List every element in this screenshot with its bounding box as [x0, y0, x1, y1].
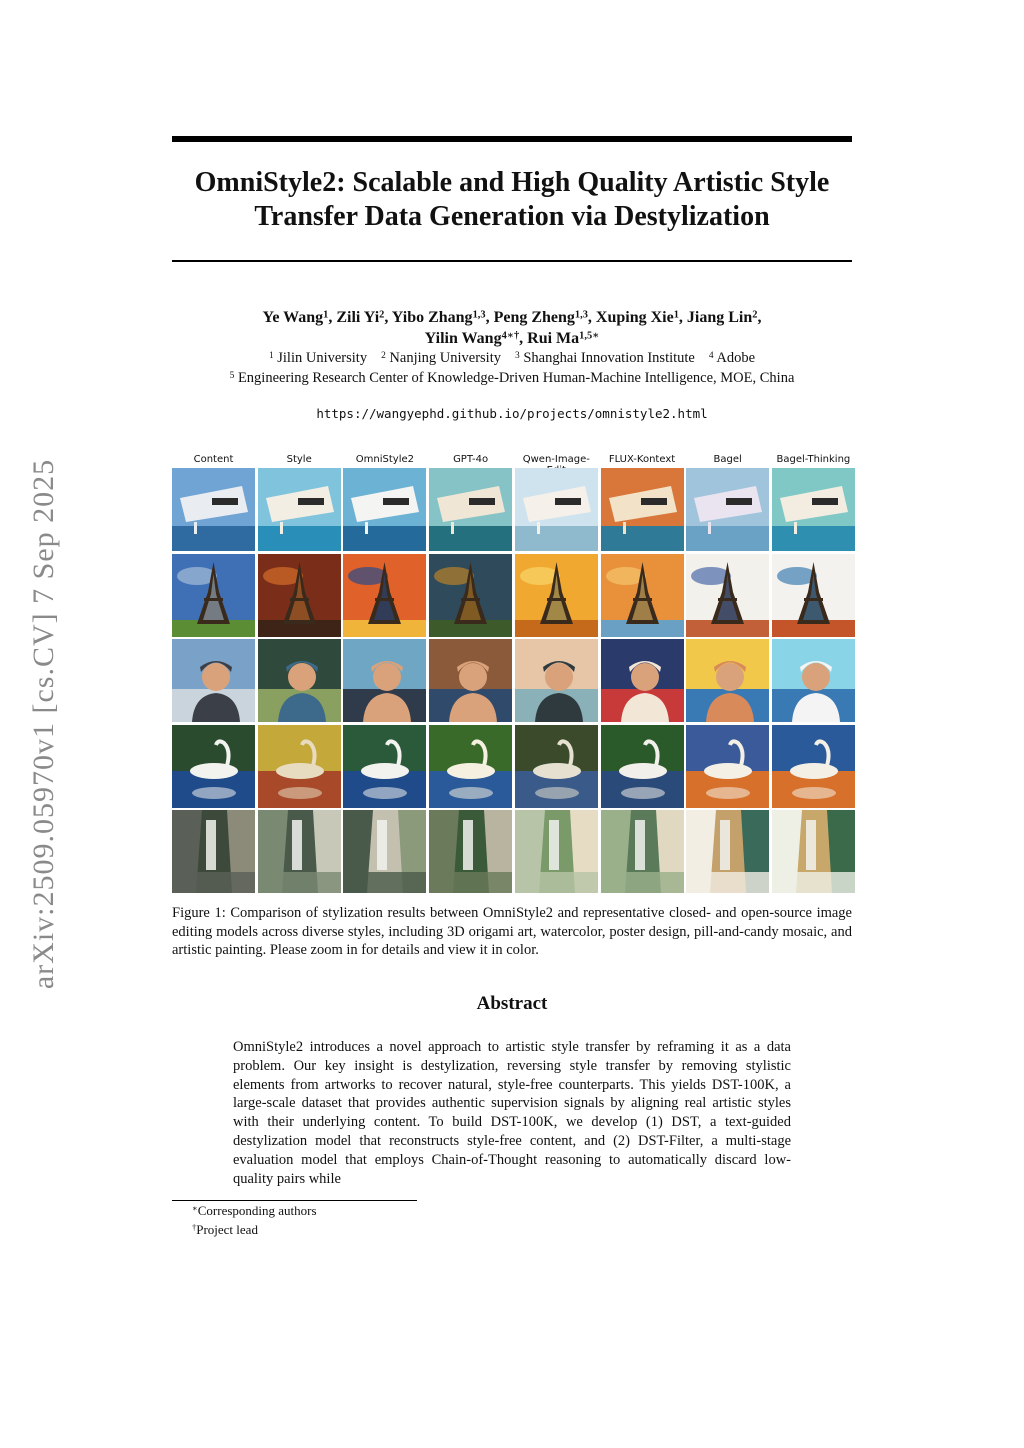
figure-image-eiffel-6 — [686, 554, 769, 637]
figure-column-headers — [172, 454, 852, 468]
figure-image-eiffel-5 — [601, 554, 684, 637]
author-name: Zili Yi — [336, 309, 380, 326]
figure-image-waterfall-0 — [172, 810, 255, 893]
author-affiliation-mark: 2 — [752, 309, 758, 321]
figure-image-swan-6 — [686, 725, 769, 808]
figure-image-swan-4 — [515, 725, 598, 808]
figure-image-waterfall-4 — [515, 810, 598, 893]
figure-image-eiffel-7 — [772, 554, 855, 637]
author-list: Ye Wang$^1$, Zili Yi$^2$, Yibo Zhang$^{1,3}$, Peng Zheng$^{1,3}$, Xuping Xie$^1$, Jiang Lin$^2$, Yilin Wang$^{4∗\dagger}$, Rui $Ma^{1,5∗}$ — [262, 309, 762, 347]
figure-image-eiffel-3 — [429, 554, 512, 637]
figure-image-man-1 — [258, 639, 341, 722]
figure-image-man-6 — [686, 639, 769, 722]
figure-image-waterfall-7 — [772, 810, 855, 893]
figure-image-waterfall-2 — [343, 810, 426, 893]
affiliation-number: 3 — [514, 350, 520, 361]
figure-image-house-3 — [429, 468, 512, 551]
affiliation-name: Engineering Research Center of Knowledge-Driven Human-Machine Intelligence, MOE, China — [234, 370, 795, 386]
column-header: FLUX-Kontext — [608, 454, 676, 465]
figure-image-eiffel-2 — [343, 554, 426, 637]
author-affiliation-mark: 1 — [323, 309, 329, 321]
author-name: Xuping Xie — [595, 309, 674, 326]
figure-image-swan-0 — [172, 725, 255, 808]
figure-caption: Figure 1: Comparison of stylization results between OmniStyle2 and representative closed- and open-source image editing models across diverse styles, including 3D origami art, watercolor, poster design, pill-and-candy mosaic, and artistic painting. Please zoom in for details and view it in color. — [172, 905, 852, 958]
affiliation-name: Adobe — [713, 350, 756, 366]
affiliation-number: 2 — [381, 350, 386, 361]
author-affiliation-mark: 1 — [673, 309, 679, 321]
column-header: GPT-4o — [453, 454, 489, 465]
arxiv-identifier: arXiv:2509.05970v1 [cs.CV] 7 Sep 2025 — [27, 458, 60, 990]
figure-image-house-6 — [686, 468, 769, 551]
figure-image-swan-7 — [772, 725, 855, 808]
title-bottom-rule — [172, 260, 852, 262]
column-header: Content — [193, 454, 234, 465]
title-top-rule — [172, 136, 852, 142]
figure-image-waterfall-6 — [686, 810, 769, 893]
figure-image-house-7 — [772, 468, 855, 551]
footnote-project-lead: †Project lead — [192, 1222, 258, 1237]
figure-image-man-0 — [172, 639, 255, 722]
author-name: Yibo Zhang — [391, 309, 473, 326]
figure-image-house-5 — [601, 468, 684, 551]
author-affiliation-mark: 1,3 — [472, 309, 486, 321]
author-affiliation-mark: 4∗† — [501, 330, 520, 342]
figure-image-man-2 — [343, 639, 426, 722]
author-name: Jiang Lin — [686, 309, 753, 326]
figure-image-house-1 — [258, 468, 341, 551]
author-affiliation-mark: 1,5∗ — [579, 330, 600, 342]
figure-image-man-3 — [429, 639, 512, 722]
figure-image-man-4 — [515, 639, 598, 722]
affiliation-number: 4 — [708, 350, 714, 361]
author-name: Rui Ma — [527, 330, 580, 347]
author-affiliation-mark: 1,3 — [574, 309, 588, 321]
column-header: OmniStyle2 — [355, 454, 414, 465]
figure-image-swan-3 — [429, 725, 512, 808]
affiliations — [172, 348, 852, 388]
footnote-corresponding: ∗Corresponding authors — [192, 1203, 317, 1218]
figure-image-man-7 — [772, 639, 855, 722]
column-header: Style — [286, 454, 312, 465]
abstract-body: OmniStyle2 introduces a novel approach to artistic style transfer by reframing it as a data problem. Our key insight is destylization, reversing style transfer by removing stylistic elements from artworks to recover natural, style-free counterparts. This yields DST-100K, a large-scale dataset that provides authentic supervision signals by aligning real artistic styles with their underlying content. To build DST-100K, we develop (1) DST, a text-guided destylization model that reconstructs style-free content, and (2) DST-Filter, a multi-stage evaluation model that employs Chain-of-Thought reasoning to automatically discard low-quality pairs while — [233, 1039, 791, 1187]
figure-image-eiffel-4 — [515, 554, 598, 637]
figure-image-house-2 — [343, 468, 426, 551]
author-name: Peng Zheng — [493, 309, 575, 326]
footnote-rule — [172, 1200, 417, 1201]
figure-image-eiffel-0 — [172, 554, 255, 637]
column-header: Qwen-Image- — [522, 454, 590, 465]
paper-title: OmniStyle2: Scalable and High Quality Artistic Style Transfer Data Generation via Destylization — [194, 167, 830, 232]
abstract-heading: Abstract — [476, 993, 548, 1014]
figure-image-waterfall-5 — [601, 810, 684, 893]
figure-image-house-4 — [515, 468, 598, 551]
author-name: Yilin Wang — [424, 330, 502, 347]
affiliation-name: Jilin University — [273, 350, 368, 366]
figure-image-swan-2 — [343, 725, 426, 808]
project-url[interactable]: https://wangyephd.github.io/projects/omnistyle2.html — [316, 406, 708, 421]
affiliation-number: 5 — [229, 370, 235, 381]
author-name: Ye Wang — [262, 309, 324, 326]
figure-image-house-0 — [172, 468, 255, 551]
figure-image-swan-1 — [258, 725, 341, 808]
affiliation-name: Nanjing University — [385, 350, 501, 366]
figure-image-swan-5 — [601, 725, 684, 808]
figure-image-eiffel-1 — [258, 554, 341, 637]
column-header: Bagel-Thinking — [776, 454, 851, 465]
figure-image-waterfall-3 — [429, 810, 512, 893]
figure-image-waterfall-1 — [258, 810, 341, 893]
affiliation-name: Shanghai Innovation Institute — [519, 350, 695, 366]
affiliation-number: 1 — [268, 350, 274, 361]
column-header: Bagel — [713, 454, 742, 465]
author-affiliation-mark: 2 — [379, 309, 385, 321]
figure-image-man-5 — [601, 639, 684, 722]
